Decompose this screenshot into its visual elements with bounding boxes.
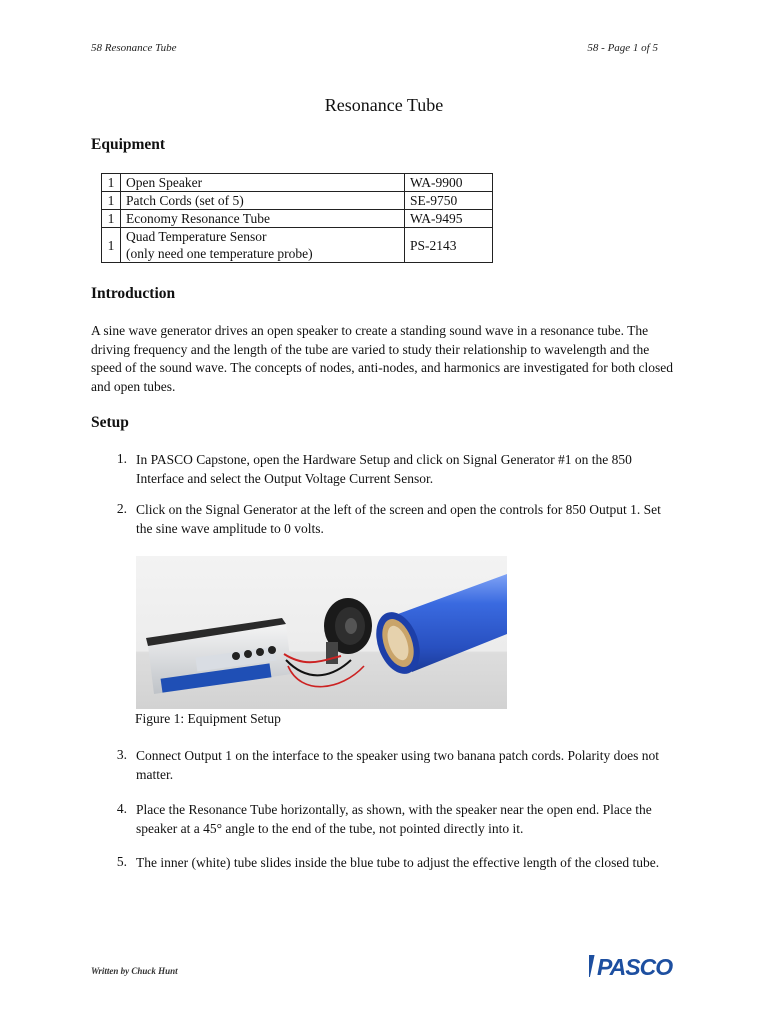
qty-cell: 1 (102, 174, 121, 192)
qty-cell: 1 (102, 228, 121, 263)
item-note: (only need one temperature probe) (126, 246, 313, 261)
step-text: Click on the Signal Generator at the left of the screen and open the controls for 850 Output 1. Set the sine wave amplitude to 0 volts. (136, 502, 661, 536)
part-number-cell: WA-9495 (405, 210, 493, 228)
step-text: Place the Resonance Tube horizontally, as shown, with the speaker near the open end. Place the speaker at a 45° angle to the end of the tube, not pointed directly into it. (136, 802, 652, 836)
item-cell: Economy Resonance Tube (121, 210, 405, 228)
qty-cell: 1 (102, 210, 121, 228)
pasco-logo (589, 953, 679, 979)
author-credit: Written by Chuck Hunt (91, 966, 178, 976)
step-number: 2. (116, 501, 127, 516)
item-cell: Open Speaker (121, 174, 405, 192)
table-row (102, 192, 493, 210)
qty-cell: 1 (102, 192, 121, 210)
svg-text:PASCO: PASCO (597, 954, 673, 979)
step-text: In PASCO Capstone, open the Hardware Setup and click on Signal Generator #1 on the 850 Interface and select the Output Voltage Current Sensor. (136, 452, 632, 486)
step-number: 3. (116, 747, 127, 762)
introduction-heading: Introduction (91, 285, 176, 302)
setup-heading: Setup (91, 414, 129, 431)
part-number-cell: SE-9750 (405, 192, 493, 210)
table-row (102, 210, 493, 228)
part-number-cell: PS-2143 (405, 228, 493, 263)
introduction-paragraph: A sine wave generator drives an open speaker to create a standing sound wave in a resonance tube. The driving frequency and the length of the tube are varied to study their relationship to wavelength and the speed of the sound wave. The concepts of nodes, anti-nodes, and harmonics are investigated for both closed and open tubes. (91, 323, 673, 394)
step-number: 5. (116, 854, 127, 869)
equipment-setup-photo (136, 556, 507, 709)
step-text: The inner (white) tube slides inside the blue tube to adjust the effective length of the closed tube. (136, 855, 660, 870)
table-row (102, 228, 493, 263)
equipment-table (101, 173, 493, 263)
item-name: Quad Temperature Sensor (126, 229, 267, 244)
item-cell (121, 228, 405, 263)
document-title: Resonance Tube (324, 95, 444, 115)
part-number-cell: WA-9900 (405, 174, 493, 192)
step-text: Connect Output 1 on the interface to the speaker using two banana patch cords. Polarity does not matter. (136, 748, 659, 782)
header-title: 58 Resonance Tube (91, 42, 177, 54)
step-number: 1. (116, 451, 127, 466)
equipment-heading: Equipment (91, 136, 166, 153)
header-page-number: 58 - Page 1 of 5 (587, 42, 658, 54)
table-row (102, 174, 493, 192)
step-number: 4. (116, 801, 127, 816)
figure-caption: Figure 1: Equipment Setup (135, 711, 281, 726)
item-cell: Patch Cords (set of 5) (121, 192, 405, 210)
